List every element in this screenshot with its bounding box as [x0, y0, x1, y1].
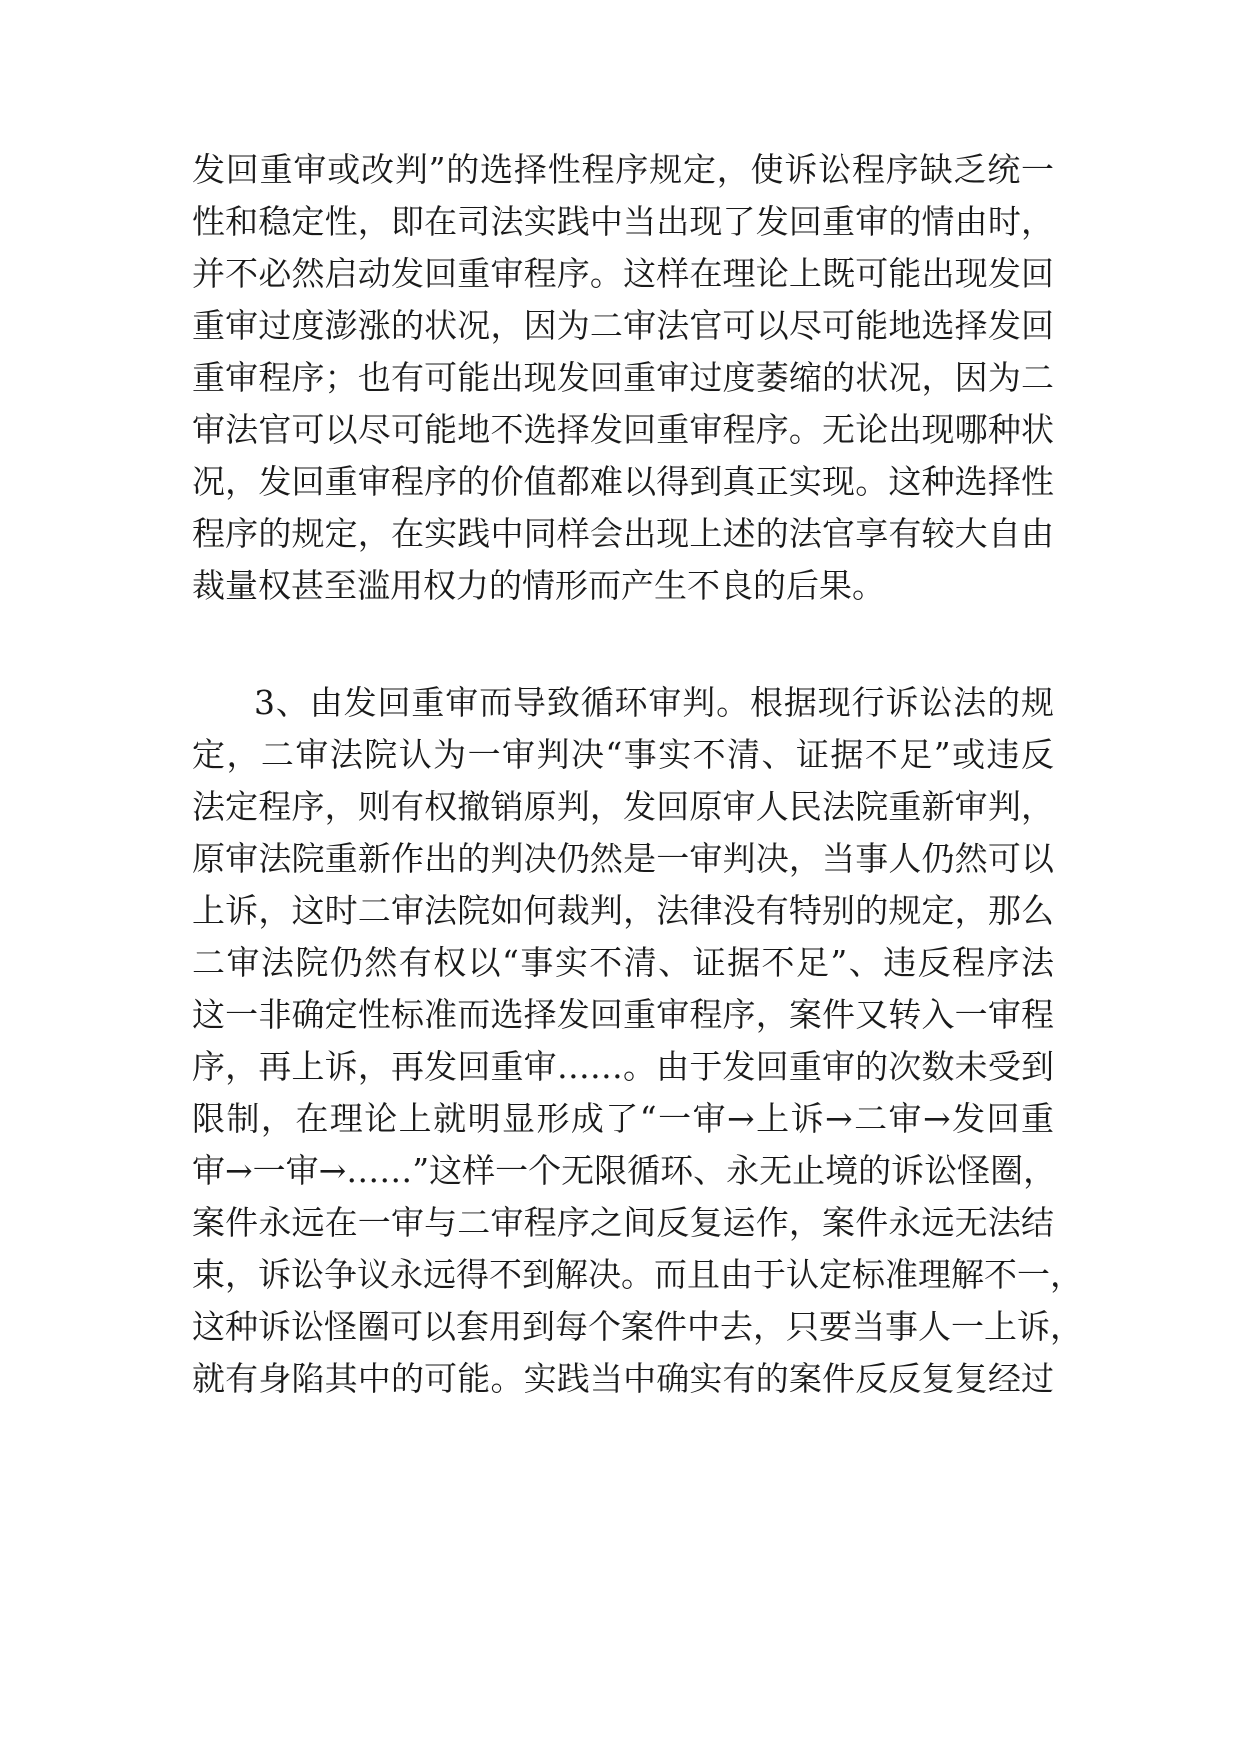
- paragraph-2-line-9: 限制，在理论上就明显形成了“一审→上诉→二审→发回重: [192, 1099, 1054, 1138]
- paragraph-2-line-14: 就有身陷其中的可能。实践当中确实有的案件反反复复经过: [192, 1359, 1054, 1398]
- paragraph-1-line-9: 裁量权甚至滥用权力的情形而产生不良的后果。: [192, 566, 885, 605]
- paragraph-1-line-3: 并不必然启动发回重审程序。这样在理论上既可能出现发回: [192, 254, 1054, 293]
- paragraph-2-line-1: 3、由发回重审而导致循环审判。根据现行诉讼法的规: [254, 683, 1054, 722]
- paragraph-1-line-6: 审法官可以尽可能地不选择发回重审程序。无论出现哪种状: [192, 410, 1054, 449]
- paragraph-2-line-11: 案件永远在一审与二审程序之间反复运作，案件永远无法结: [192, 1203, 1054, 1242]
- paragraph-1-line-8: 程序的规定，在实践中同样会出现上述的法官享有较大自由: [192, 514, 1054, 553]
- paragraph-2-line-5: 上诉，这时二审法院如何裁判，法律没有特别的规定，那么: [192, 891, 1054, 930]
- paragraph-1-line-4: 重审过度澎涨的状况，因为二审法官可以尽可能地选择发回: [192, 306, 1054, 345]
- paragraph-1-line-2: 性和稳定性，即在司法实践中当出现了发回重审的情由时，: [192, 202, 1054, 241]
- paragraph-2-line-8: 序，再上诉，再发回重审……。由于发回重审的次数未受到: [192, 1047, 1054, 1086]
- paragraph-1-line-1: 发回重审或改判”的选择性程序规定，使诉讼程序缺乏统一: [192, 150, 1054, 189]
- paragraph-2-line-4: 原审法院重新作出的判决仍然是一审判决，当事人仍然可以: [192, 839, 1054, 878]
- paragraph-1-line-7: 况，发回重审程序的价值都难以得到真正实现。这种选择性: [192, 462, 1054, 501]
- paragraph-2-line-2: 定，二审法院认为一审判决“事实不清、证据不足”或违反: [192, 735, 1054, 774]
- paragraph-2-line-10: 审→一审→……”这样一个无限循环、永无止境的诉讼怪圈，: [192, 1151, 1057, 1190]
- paragraph-2-line-12: 束，诉讼争议永远得不到解决。而且由于认定标准理解不一，: [192, 1255, 1083, 1294]
- paragraph-2-line-3: 法定程序，则有权撤销原判，发回原审人民法院重新审判，: [192, 787, 1054, 826]
- paragraph-2-line-6: 二审法院仍然有权以“事实不清、证据不足”、违反程序法: [192, 943, 1054, 982]
- paragraph-2-line-13: 这种诉讼怪圈可以套用到每个案件中去，只要当事人一上诉，: [192, 1307, 1083, 1346]
- paragraph-1-line-5: 重审程序；也有可能出现发回重审过度萎缩的状况，因为二: [192, 358, 1054, 397]
- paragraph-2-line-7: 这一非确定性标准而选择发回重审程序，案件又转入一审程: [192, 995, 1054, 1034]
